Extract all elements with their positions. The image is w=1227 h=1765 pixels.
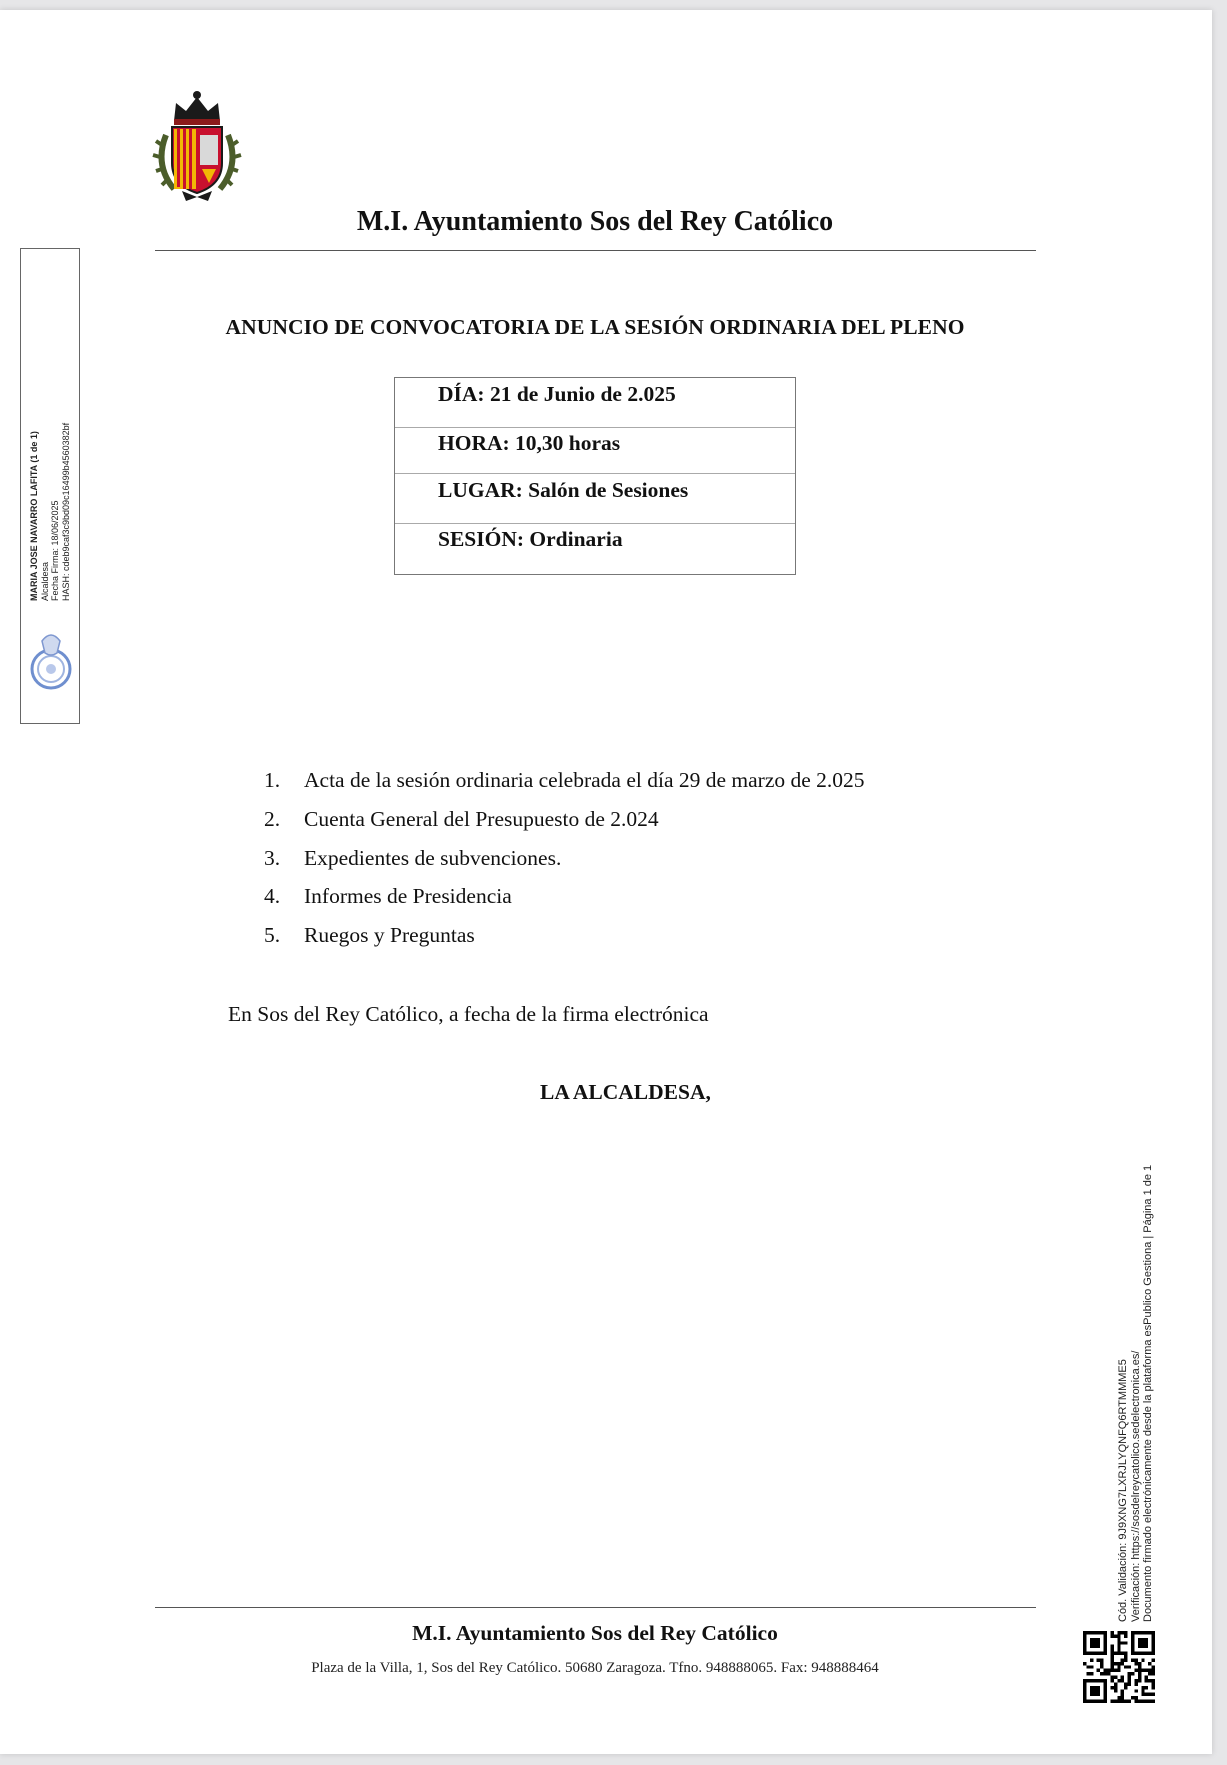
signature-stamp-text (29, 423, 71, 601)
announcement-heading: ANUNCIO DE CONVOCATORIA DE LA SESIÓN ORDINARIA DEL PLENO (225, 315, 965, 339)
closing-line: En Sos del Rey Católico, a fecha de la firma electrónica (228, 1002, 709, 1026)
document-page (0, 10, 1212, 1754)
signer-role: Alcaldesa (39, 561, 50, 601)
detail-place: LUGAR: Salón de Sesiones (438, 478, 689, 502)
validation-code: Cód. Validación: 9J9XNG7LXRJLYQNFQ6RTMMME5 (1117, 1359, 1129, 1622)
detail-session-type: SESIÓN: Ordinaria (438, 527, 623, 551)
agenda-number: 2. (264, 806, 281, 831)
verification-url: Verificación: https://sosdelreycatolico.sedelectronica.es/ (1129, 1350, 1142, 1622)
coat-of-arms-icon (152, 85, 242, 205)
signature-date: Fecha Firma: 18/06/2025 (50, 500, 60, 601)
footer-org-name: M.I. Ayuntamiento Sos del Rey Católico (412, 1621, 778, 1645)
detail-separator (395, 427, 795, 428)
session-details-table (394, 377, 796, 575)
detail-separator (395, 523, 795, 524)
validation-text (1117, 1165, 1155, 1622)
signature-platform-note: Documento firmado electrónicamente desde la plataforma esPublico Gestiona | Página 1 de 1 (1142, 1164, 1154, 1622)
agenda-number: 3. (264, 845, 281, 870)
header-divider (155, 250, 1036, 251)
agenda-number: 4. (264, 884, 281, 909)
signer-title: LA ALCALDESA, (540, 1080, 711, 1104)
header-org-name: M.I. Ayuntamiento Sos del Rey Católico (356, 206, 834, 237)
agenda-text: Informes de Presidencia (304, 884, 512, 909)
detail-separator (395, 473, 795, 474)
qr-code-icon (1083, 1631, 1155, 1703)
agenda-text: Expedientes de subvenciones. (304, 845, 562, 870)
agenda-text: Cuenta General del Presupuesto de 2.024 (304, 806, 659, 831)
detail-date: DÍA: 21 de Junio de 2.025 (438, 382, 676, 406)
footer-address: Plaza de la Villa, 1, Sos del Rey Católico. 50680 Zaragoza. Tfno. 948888065. Fax: 948888464 (311, 1660, 879, 1676)
agenda-text: Acta de la sesión ordinaria celebrada el día 29 de marzo de 2.025 (304, 768, 865, 792)
signature-stamp (20, 248, 80, 724)
agenda-number: 5. (264, 923, 281, 947)
electronic-seal-icon (30, 627, 72, 697)
agenda-number: 1. (264, 768, 281, 792)
footer-divider (155, 1607, 1036, 1608)
detail-time: HORA: 10,30 horas (438, 431, 621, 455)
signer-name: MARIA JOSE NAVARRO LAFITA (1 de 1) (29, 431, 39, 601)
signature-hash: HASH: cdeb9caf3c9bd09c16499b4560382bf (60, 422, 71, 601)
agenda-text: Ruegos y Preguntas (304, 923, 475, 947)
